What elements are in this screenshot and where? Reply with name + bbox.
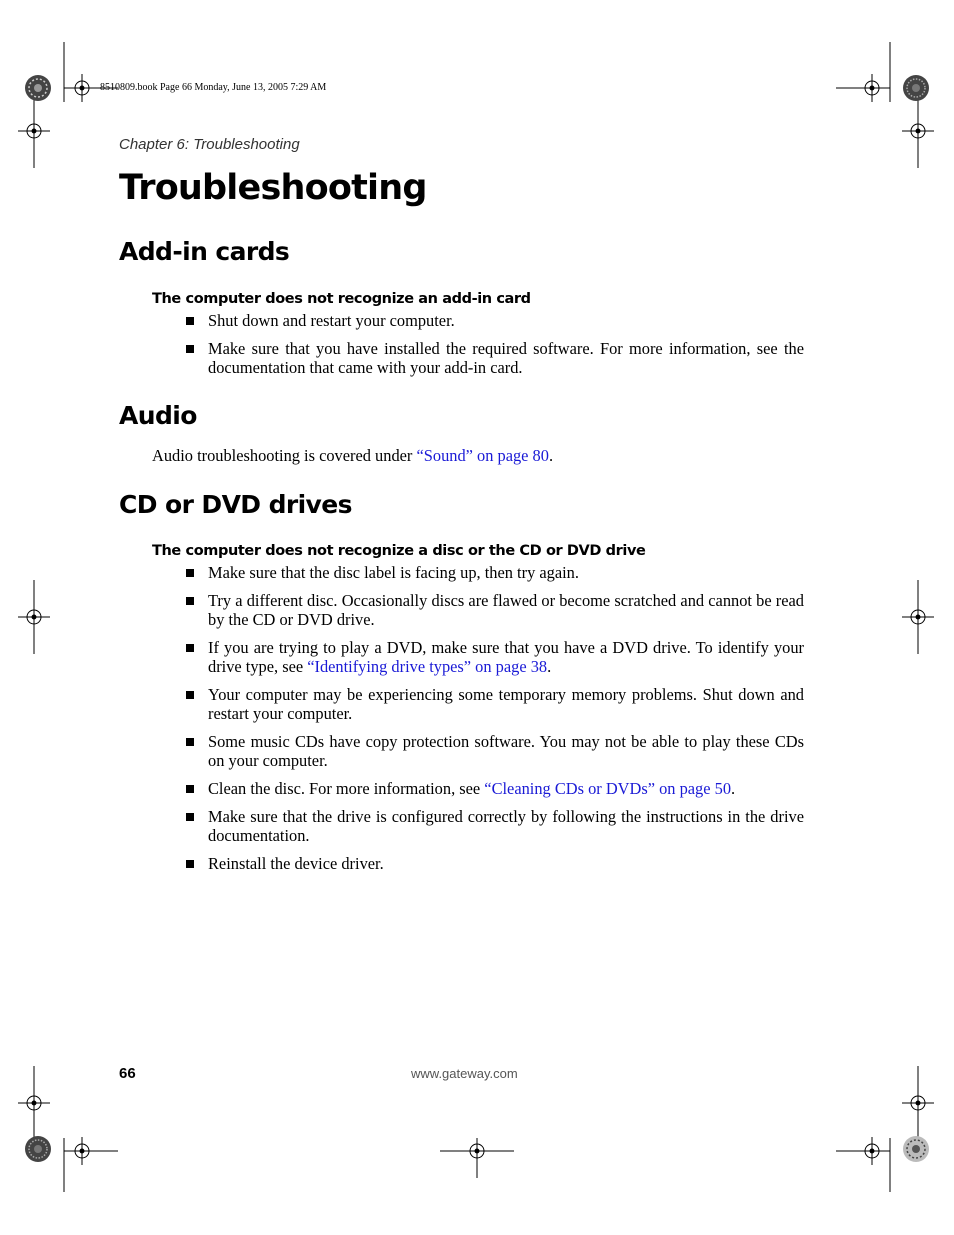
list-item: Some music CDs have copy protection software. You may not be able to play these CDs on your computer. xyxy=(186,732,804,770)
bullet-square-icon xyxy=(186,860,194,868)
subheading-add-in-card: The computer does not recognize an add-in card xyxy=(152,291,531,307)
bullet-square-icon xyxy=(186,813,194,821)
list-item: If you are trying to play a DVD, make sure that you have a DVD drive. To identify your drive type, see “Identifying drive types” on page 38. xyxy=(186,638,804,676)
list-item: Your computer may be experiencing some temporary memory problems. Shut down and restart your computer. xyxy=(186,685,804,723)
subheading-disc-not-recognized: The computer does not recognize a disc or the CD or DVD drive xyxy=(152,543,646,559)
list-item: Shut down and restart your computer. xyxy=(186,311,804,330)
list-item: Make sure that the drive is configured correctly by following the instructions in the drive documentation. xyxy=(186,807,804,845)
bullet-square-icon xyxy=(186,569,194,577)
running-head: Chapter 6: Troubleshooting xyxy=(119,136,300,153)
list-item: Try a different disc. Occasionally discs are flawed or become scratched and cannot be read by the CD or DVD drive. xyxy=(186,591,804,629)
cleaning-cds-link[interactable]: “Cleaning CDs or DVDs” on page 50 xyxy=(484,779,732,798)
bullet-square-icon xyxy=(186,345,194,353)
bullet-square-icon xyxy=(186,317,194,325)
add-in-card-list xyxy=(186,311,804,377)
bullet-square-icon xyxy=(186,738,194,746)
list-item: Make sure that you have installed the required software. For more information, see the documentation that came with your add-in card. xyxy=(186,339,804,377)
bullet-square-icon xyxy=(186,691,194,699)
bullet-square-icon xyxy=(186,644,194,652)
identifying-drive-types-link[interactable]: “Identifying drive types” on page 38 xyxy=(307,657,548,676)
footer-url: www.gateway.com xyxy=(411,1066,518,1081)
heading-cd-dvd-drives: CD or DVD drives xyxy=(119,490,352,519)
heading-audio: Audio xyxy=(119,401,197,430)
cd-dvd-list xyxy=(186,563,804,873)
sound-page-link[interactable]: “Sound” on page 80 xyxy=(416,446,549,465)
list-item: Make sure that the disc label is facing up, then try again. xyxy=(186,563,804,582)
list-item: Clean the disc. For more information, see “Cleaning CDs or DVDs” on page 50. xyxy=(186,779,804,798)
page-number: 66 xyxy=(119,1065,136,1082)
audio-paragraph: Audio troubleshooting is covered under “Sound” on page 80. xyxy=(152,446,554,465)
heading-add-in-cards: Add-in cards xyxy=(119,237,290,266)
list-item: Reinstall the device driver. xyxy=(186,854,804,873)
print-slug: 8510809.book Page 66 Monday, June 13, 2005 7:29 AM xyxy=(100,82,327,93)
bullet-square-icon xyxy=(186,785,194,793)
page-title: Troubleshooting xyxy=(119,168,427,208)
bullet-square-icon xyxy=(186,597,194,605)
